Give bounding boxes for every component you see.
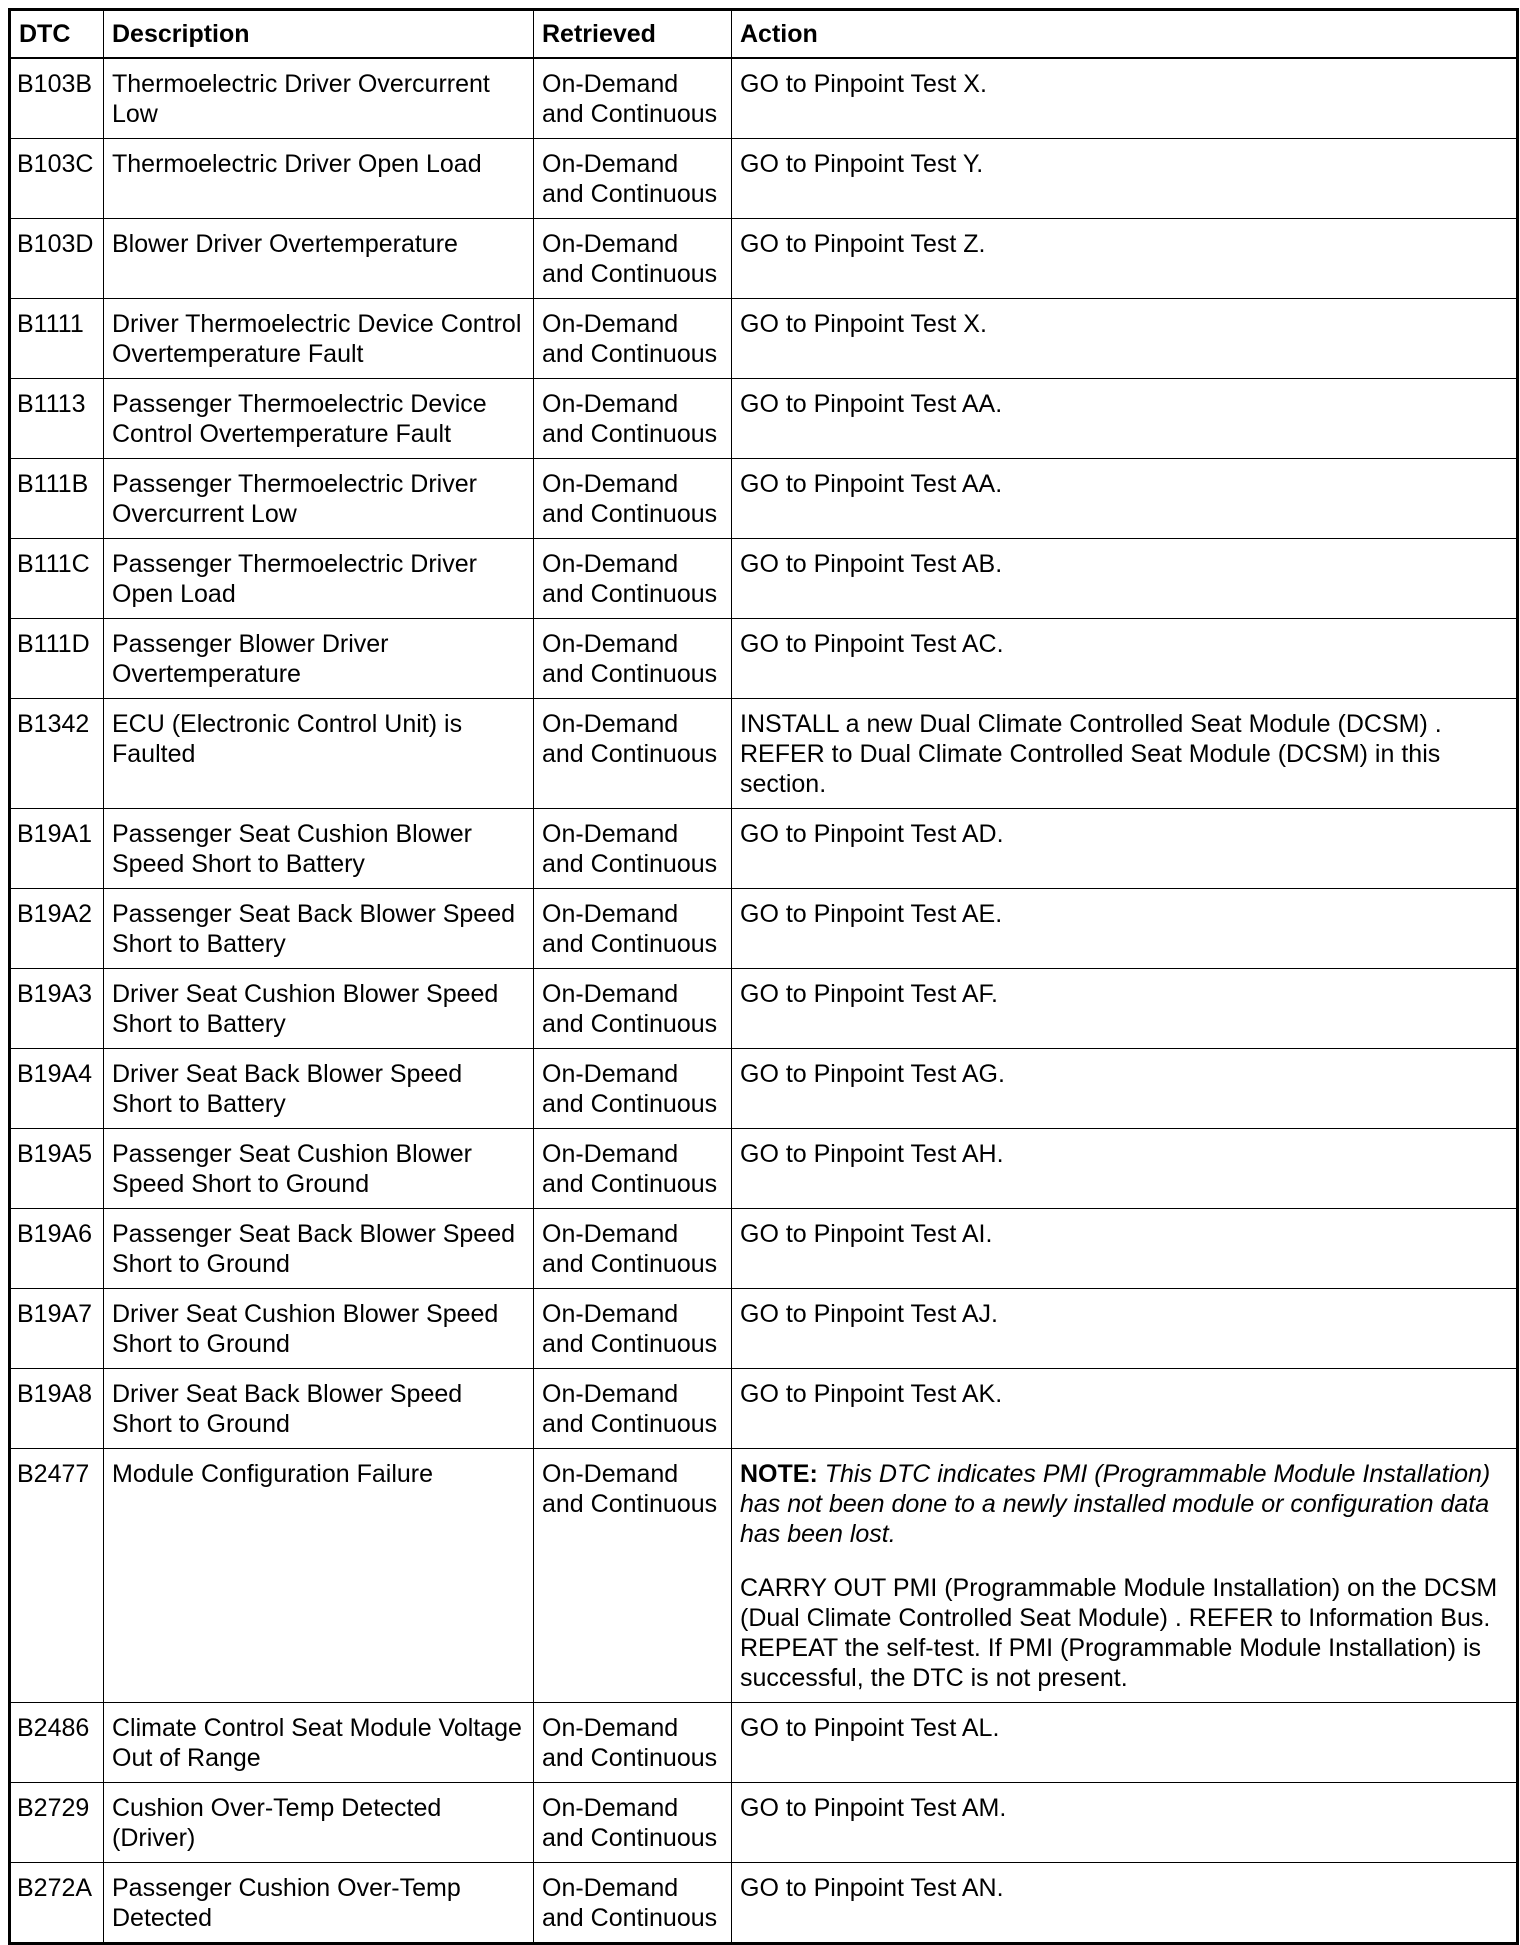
dtc-description: Passenger Seat Cushion Blower Speed Short to Ground [104,1129,534,1209]
action-text: GO to Pinpoint Test AA. [740,390,1003,418]
dtc-code: B111D [10,619,104,699]
table-row [10,139,1518,219]
dtc-code: B111B [10,459,104,539]
action-text: GO to Pinpoint Test AL. [740,1714,1000,1742]
note-label: NOTE: [740,1460,818,1488]
dtc-description: Driver Seat Cushion Blower Speed Short to Ground [104,1289,534,1369]
dtc-retrieved: On-Demand and Continuous [534,299,732,379]
note-text: This DTC indicates PMI (Programmable Module Installation) has not been done to a newly installed module or configuration data has been lost. [740,1460,1491,1548]
dtc-code: B2729 [10,1783,104,1863]
action-text: INSTALL a new Dual Climate Controlled Seat Module (DCSM) . REFER to Dual Climate Controlled Seat Module (DCSM) in this section. [740,710,1442,798]
header-dtc: DTC [10,10,104,59]
dtc-retrieved: On-Demand and Continuous [534,619,732,699]
action-text: GO to Pinpoint Test AI. [740,1220,993,1248]
dtc-retrieved: On-Demand and Continuous [534,1449,732,1703]
dtc-action [732,1129,1518,1209]
dtc-action [732,1209,1518,1289]
action-text: CARRY OUT PMI (Programmable Module Installation) on the DCSM (Dual Climate Controlled Seat Module) . REFER to Information Bus. REPEAT the self-test. If PMI (Programmable Module Installation) is successful, the DTC is not present. [740,1574,1498,1692]
dtc-code: B1342 [10,699,104,809]
dtc-retrieved: On-Demand and Continuous [534,969,732,1049]
action-text: GO to Pinpoint Test AD. [740,820,1004,848]
dtc-description: Driver Seat Cushion Blower Speed Short to Battery [104,969,534,1049]
dtc-retrieved: On-Demand and Continuous [534,1129,732,1209]
dtc-retrieved: On-Demand and Continuous [534,379,732,459]
dtc-action [732,1369,1518,1449]
dtc-action [732,1289,1518,1369]
dtc-description: Blower Driver Overtemperature [104,219,534,299]
dtc-code: B19A3 [10,969,104,1049]
dtc-action [732,1449,1518,1703]
table-row [10,1289,1518,1369]
dtc-description: Passenger Cushion Over-Temp Detected [104,1863,534,1944]
dtc-retrieved: On-Demand and Continuous [534,1289,732,1369]
dtc-retrieved: On-Demand and Continuous [534,1863,732,1944]
action-text: GO to Pinpoint Test AH. [740,1140,1004,1168]
dtc-retrieved: On-Demand and Continuous [534,699,732,809]
dtc-code: B19A5 [10,1129,104,1209]
dtc-code: B272A [10,1863,104,1944]
dtc-code: B1111 [10,299,104,379]
dtc-code: B103B [10,58,104,139]
action-text: GO to Pinpoint Test AA. [740,470,1003,498]
table-body [10,58,1518,1944]
dtc-code: B19A7 [10,1289,104,1369]
dtc-code: B19A6 [10,1209,104,1289]
dtc-action [732,619,1518,699]
dtc-retrieved: On-Demand and Continuous [534,459,732,539]
action-note [740,1459,1508,1549]
table-row [10,1209,1518,1289]
dtc-description: Thermoelectric Driver Overcurrent Low [104,58,534,139]
dtc-retrieved: On-Demand and Continuous [534,139,732,219]
dtc-description: Driver Seat Back Blower Speed Short to Ground [104,1369,534,1449]
dtc-description: Driver Seat Back Blower Speed Short to Battery [104,1049,534,1129]
table-row [10,809,1518,889]
dtc-description: Thermoelectric Driver Open Load [104,139,534,219]
dtc-code: B103D [10,219,104,299]
table-row [10,889,1518,969]
dtc-action [732,1863,1518,1944]
action-text: GO to Pinpoint Test X. [740,310,987,338]
table-row [10,619,1518,699]
action-text: GO to Pinpoint Test Y. [740,150,984,178]
dtc-retrieved: On-Demand and Continuous [534,1209,732,1289]
header-row [10,10,1518,59]
table-row [10,1129,1518,1209]
dtc-description: Passenger Seat Back Blower Speed Short to Ground [104,1209,534,1289]
dtc-description: ECU (Electronic Control Unit) is Faulted [104,699,534,809]
table-row [10,1049,1518,1129]
dtc-description: Module Configuration Failure [104,1449,534,1703]
dtc-code: B103C [10,139,104,219]
action-text: GO to Pinpoint Test AK. [740,1380,1003,1408]
dtc-description: Passenger Seat Cushion Blower Speed Short to Battery [104,809,534,889]
table-row [10,969,1518,1049]
dtc-retrieved: On-Demand and Continuous [534,889,732,969]
table-row [10,539,1518,619]
action-text: GO to Pinpoint Test AG. [740,1060,1005,1088]
dtc-description: Passenger Thermoelectric Driver Overcurrent Low [104,459,534,539]
dtc-code: B19A1 [10,809,104,889]
dtc-action [732,58,1518,139]
dtc-description: Driver Thermoelectric Device Control Overtemperature Fault [104,299,534,379]
action-text: GO to Pinpoint Test AE. [740,900,1003,928]
dtc-retrieved: On-Demand and Continuous [534,1783,732,1863]
dtc-action [732,1049,1518,1129]
table-row [10,58,1518,139]
dtc-code: B2477 [10,1449,104,1703]
dtc-retrieved: On-Demand and Continuous [534,1703,732,1783]
action-text: GO to Pinpoint Test AN. [740,1874,1004,1902]
dtc-action [732,459,1518,539]
dtc-action [732,379,1518,459]
action-text: GO to Pinpoint Test AC. [740,630,1004,658]
dtc-retrieved: On-Demand and Continuous [534,809,732,889]
dtc-retrieved: On-Demand and Continuous [534,58,732,139]
dtc-code: B1113 [10,379,104,459]
action-text: GO to Pinpoint Test AB. [740,550,1003,578]
table-row [10,1863,1518,1944]
table-row [10,699,1518,809]
table-row [10,299,1518,379]
table-row [10,1449,1518,1703]
dtc-description: Climate Control Seat Module Voltage Out of Range [104,1703,534,1783]
dtc-action [732,699,1518,809]
dtc-retrieved: On-Demand and Continuous [534,219,732,299]
table-row [10,459,1518,539]
action-text: GO to Pinpoint Test AM. [740,1794,1007,1822]
table-row [10,219,1518,299]
dtc-code: B19A2 [10,889,104,969]
dtc-action [732,1703,1518,1783]
dtc-description: Passenger Seat Back Blower Speed Short to Battery [104,889,534,969]
action-text: GO to Pinpoint Test AJ. [740,1300,999,1328]
dtc-action [732,969,1518,1049]
dtc-description: Cushion Over-Temp Detected (Driver) [104,1783,534,1863]
dtc-retrieved: On-Demand and Continuous [534,1369,732,1449]
dtc-action [732,139,1518,219]
dtc-action [732,539,1518,619]
dtc-description: Passenger Thermoelectric Driver Open Load [104,539,534,619]
header-action: Action [732,10,1518,59]
dtc-code: B19A4 [10,1049,104,1129]
table-row [10,1369,1518,1449]
table-row [10,379,1518,459]
dtc-action [732,1783,1518,1863]
action-text: GO to Pinpoint Test AF. [740,980,999,1008]
header-retrieved: Retrieved [534,10,732,59]
dtc-code: B2486 [10,1703,104,1783]
dtc-action [732,219,1518,299]
dtc-action [732,299,1518,379]
header-description: Description [104,10,534,59]
table-row [10,1783,1518,1863]
dtc-action [732,889,1518,969]
dtc-retrieved: On-Demand and Continuous [534,1049,732,1129]
table-row [10,1703,1518,1783]
dtc-table [8,8,1519,1945]
dtc-description: Passenger Blower Driver Overtemperature [104,619,534,699]
dtc-retrieved: On-Demand and Continuous [534,539,732,619]
dtc-action [732,809,1518,889]
action-text: GO to Pinpoint Test Z. [740,230,986,258]
dtc-code: B19A8 [10,1369,104,1449]
dtc-code: B111C [10,539,104,619]
dtc-description: Passenger Thermoelectric Device Control Overtemperature Fault [104,379,534,459]
action-text: GO to Pinpoint Test X. [740,70,987,98]
